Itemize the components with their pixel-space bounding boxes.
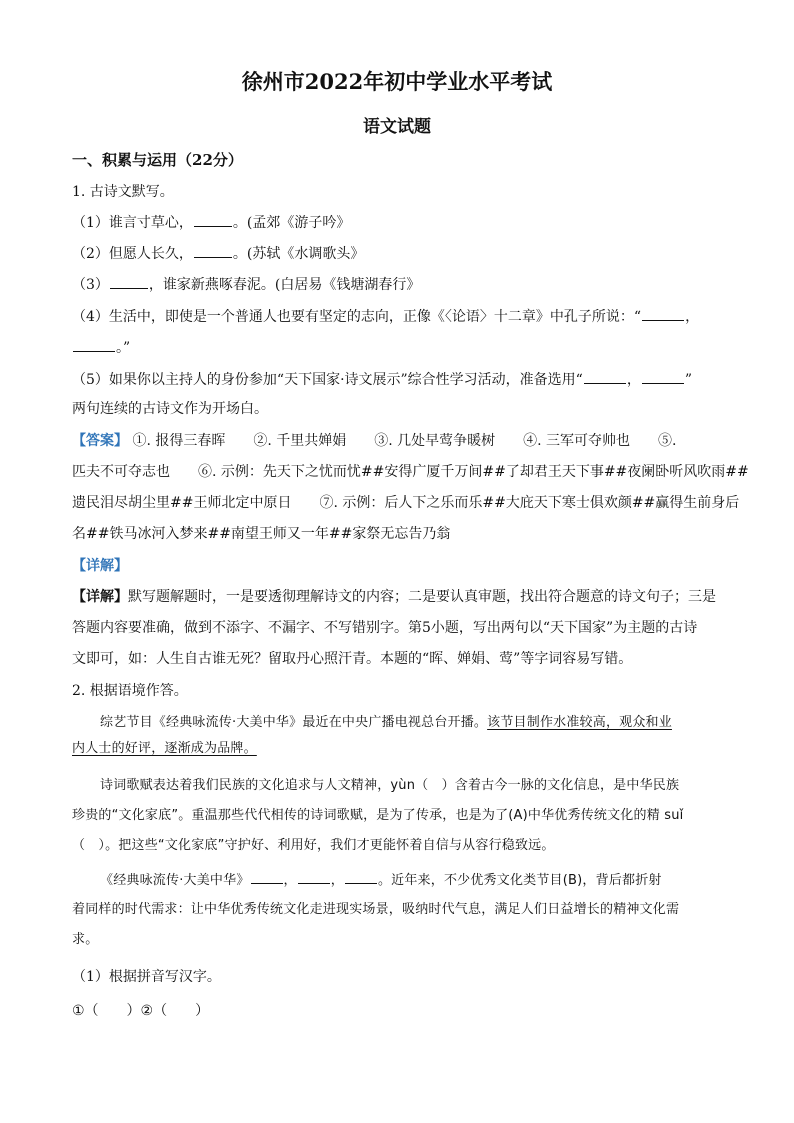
answer-tag: 【答案】 [72, 433, 128, 449]
detail-tag-line [72, 556, 128, 576]
answer-line-3: 遗民泪尽胡尘里##王师北定中原日 ⑦. 示例：后人下之乐而乐##大庇天下寒士俱欢颜##赢得生前身后 [72, 495, 740, 511]
answer-line-4: 名##铁马冰河入梦来##南望王师又一年##家祭无忘告乃翁 [72, 526, 451, 542]
passage-para-1: 综艺节目《经典咏流传·大美中华》最近在中央广播电视总台开播。该节目制作水准较高，观众和业 [100, 715, 672, 730]
detail-tag: 【详解】 [72, 558, 128, 574]
detail-line-1: 【详解】默写题解题时，一是要透彻理解诗文的内容；二是要认真审题，找出符合题意的诗文句子；三是 [72, 589, 716, 605]
answer-line-1: 【答案】 ①. 报得三春晖 ②. 千里共婵娟 ③. 几处早莺争暖树 ④. 三军可夺帅也 ⑤. [72, 433, 677, 449]
q1-item-2: （2）但愿人长久， 。(苏轼《水调歌头》 [72, 243, 364, 264]
answer-blank [584, 369, 626, 384]
answer-blank [298, 869, 330, 884]
page-title: 徐州市2022年初中学业水平考试 [241, 69, 553, 94]
q1-item-5-cont: 两句连续的古诗文作为开场白。 [72, 401, 268, 417]
detail-tag-inline: 【详解】 [72, 589, 128, 605]
q1-item-1: （1）谁言寸草心， 。(孟郊《游子吟》 [72, 212, 350, 233]
detail-line-3: 文即可，如：人生自古谁无死？留取丹心照汗青。本题的“晖、婵娟、莺”等字词容易写错。 [72, 651, 633, 667]
q1-item-5: （5）如果你以主持人的身份参加“天下国家·诗文展示”综合性学习活动，准备选用“ ， ” [72, 369, 692, 390]
answer-blank [642, 369, 684, 384]
answer-blank [194, 243, 232, 258]
section-heading: 一、积累与运用（22分） [72, 151, 243, 169]
question-1-stem: 1. 古诗文默写。 [72, 184, 174, 200]
answer-blank [194, 212, 232, 227]
sub-question-1-answers: ①（ ）②（ ） [72, 1003, 210, 1019]
answer-blank [251, 869, 283, 884]
answer-blank [345, 869, 377, 884]
question-2-stem: 2. 根据语境作答。 [72, 683, 188, 699]
passage-para-1-cont: 内人士的好评，逐渐成为品牌。 [72, 741, 257, 756]
answer-blank [73, 337, 115, 352]
passage-para-3-line-3: 求。 [72, 932, 99, 947]
passage-para-2-line-3: （ ）。把这些“文化家底”守护好、利用好，我们才更能怀着自信与从容行稳致远。 [72, 838, 555, 853]
q1-item-4: （4）生活中，即使是一个普通人也要有坚定的志向，正像《〈论语〉十二章》中孔子所说：“ ， [72, 306, 699, 327]
page-subtitle: 语文试题 [363, 117, 431, 137]
passage-para-3: 《经典咏流传·大美中华》 ， ， 。近年来，不少优秀文化类节目(B)，背后都折射 [72, 869, 722, 892]
passage-para-2-line-2: 珍贵的“文化家底”。重温那些代代相传的诗词歌赋，是为了传承，也是为了(A)中华优秀传统文化的精 suǐ [72, 808, 684, 823]
passage-para-3-line-2: 着同样的时代需求：让中华优秀传统文化走进现实场景，吸纳时代气息，满足人们日益增长的精神文化需 [72, 902, 680, 917]
q1-item-4-cont: 。” [72, 337, 130, 358]
passage-para-2: 诗词歌赋表达着我们民族的文化追求与人文精神，yùn（ ）含着古今一脉的文化信息，是中华民族 [100, 778, 680, 793]
answer-blank [642, 306, 684, 321]
answer-line-2: 匹夫不可夺志也 ⑥. 示例：先天下之忧而忧##安得广厦千万间##了却君王天下事##夜阑卧听风吹雨## [72, 464, 749, 480]
detail-line-2: 答题内容要准确，做到不添字、不漏字、不写错别字。第5小题，写出两句以“天下国家”为主题的古诗 [72, 620, 698, 636]
answer-blank [110, 274, 148, 289]
sub-question-1: （1）根据拼音写汉字。 [72, 969, 221, 985]
q1-item-3: （3） ，谁家新燕啄春泥。(白居易《钱塘湖春行》 [72, 274, 420, 295]
